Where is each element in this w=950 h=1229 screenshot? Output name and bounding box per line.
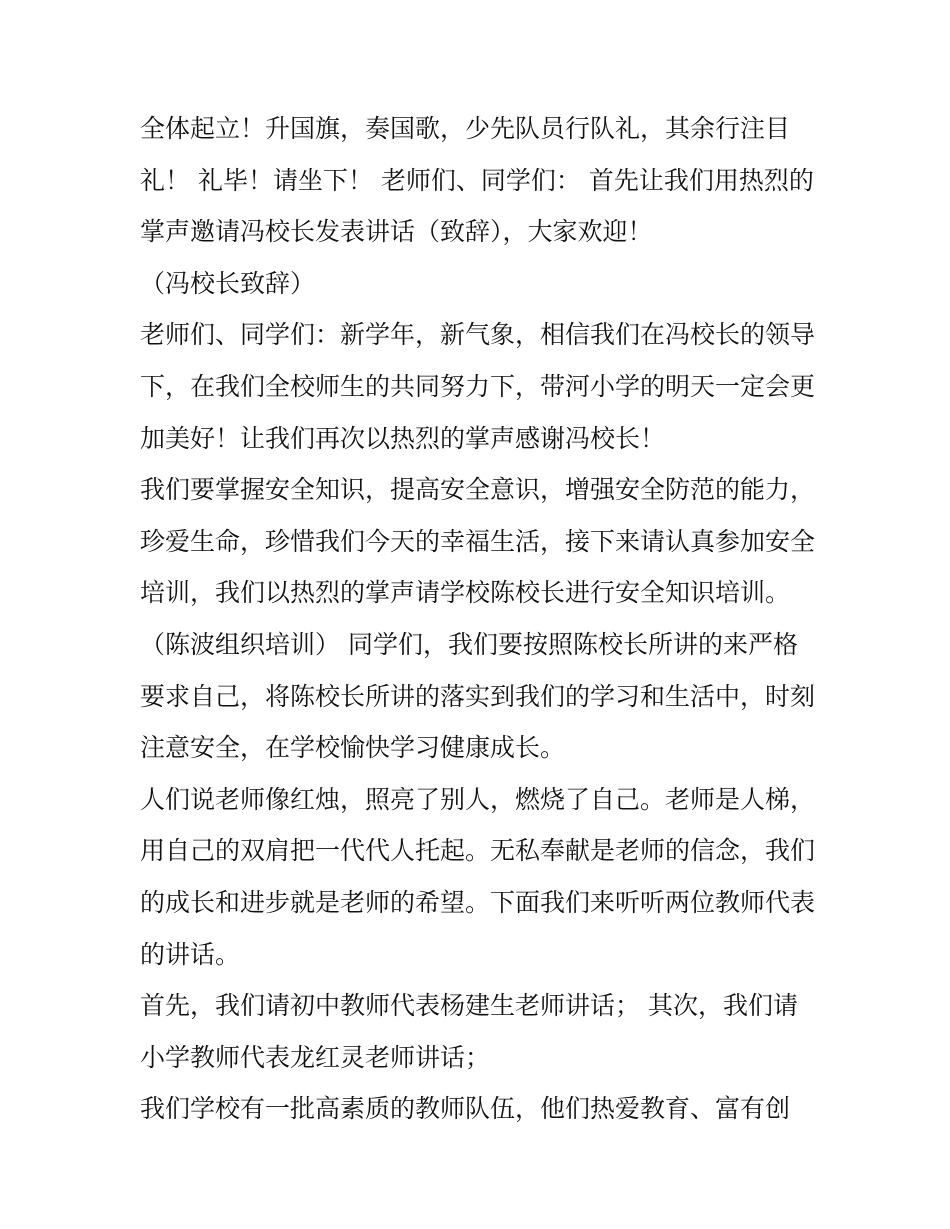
text-line: 下，在我们全校师生的共同努力下，带河小学的明天一定会更 [140, 371, 816, 401]
text-line: （陈波组织培训） 同学们，我们要按照陈校长所讲的来严格 [140, 629, 798, 659]
document-body [140, 103, 820, 1135]
text-line: 加美好！让我们再次以热烈的掌声感谢冯校长！ [140, 423, 666, 453]
text-line: 小学教师代表龙红灵老师讲话； [140, 1042, 491, 1072]
text-line: 珍爱生命，珍惜我们今天的幸福生活，接下来请认真参加安全 [140, 526, 816, 556]
text-line: 老师们、同学们：新学年，新气象，相信我们在冯校长的领导 [140, 320, 816, 350]
text-line: 用自己的双肩把一代代人托起。无私奉献是老师的信念，我们 [140, 836, 816, 866]
text-line: 掌声邀请冯校长发表讲话（致辞），大家欢迎！ [140, 217, 653, 247]
text-line: 我们学校有一批高素质的教师队伍，他们热爱教育、富有创 [140, 1094, 791, 1124]
text-line: （冯校长致辞） [140, 268, 316, 298]
text-line: 的讲话。 [140, 939, 241, 969]
text-line: 要求自己，将陈校长所讲的落实到我们的学习和生活中，时刻 [140, 681, 816, 711]
text-line: 人们说老师像红烛，照亮了别人，燃烧了自己。老师是人梯， [140, 784, 816, 814]
text-line: 我们要掌握安全知识，提高安全意识，增强安全防范的能力， [140, 475, 816, 505]
text-line: 注意安全，在学校愉快学习健康成长。 [140, 733, 566, 763]
text-line: 全体起立！升国旗，奏国歌，少先队员行队礼，其余行注目 [140, 114, 791, 143]
text-line: 培训，我们以热烈的掌声请学校陈校长进行安全知识培训。 [140, 578, 791, 608]
text-line: 礼！ 礼毕！请坐下！ 老师们、同学们： 首先让我们用热烈的 [140, 165, 814, 195]
text-line: 的成长和进步就是老师的希望。下面我们来听听两位教师代表 [140, 887, 816, 917]
text-line: 首先，我们请初中教师代表杨建生老师讲话； 其次，我们请 [140, 991, 798, 1021]
